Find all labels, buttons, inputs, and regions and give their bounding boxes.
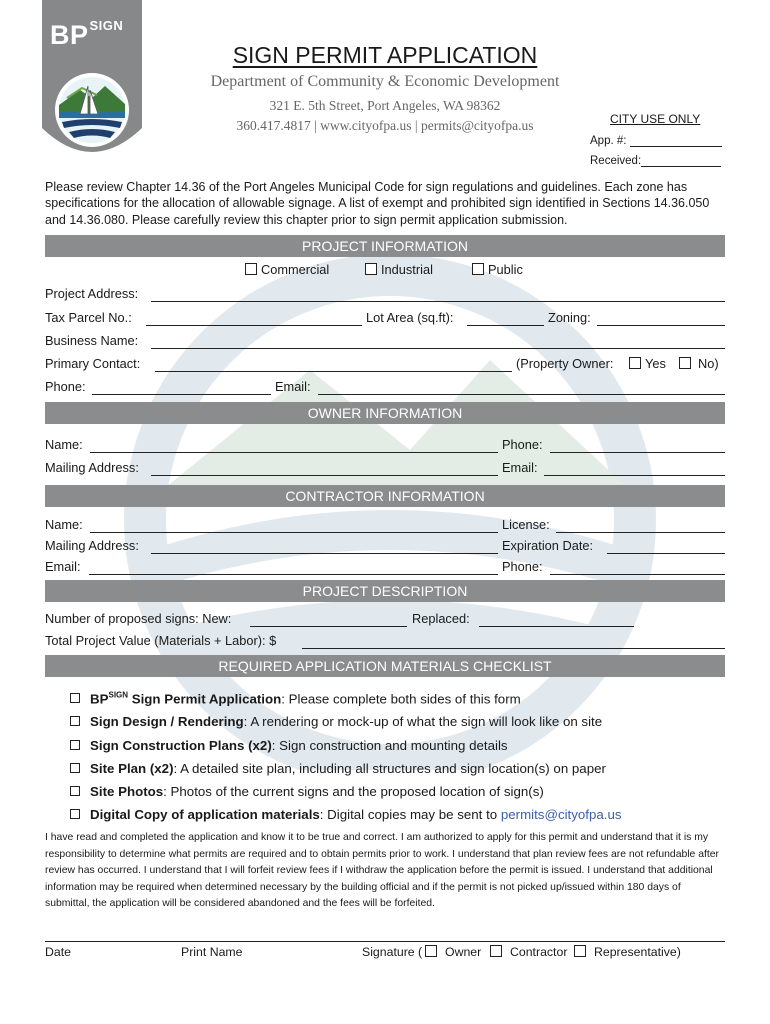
owner-phone-label: Phone: xyxy=(502,437,543,452)
date-label: Date xyxy=(45,945,71,959)
project-value-field[interactable] xyxy=(302,633,725,649)
project-phone-label: Phone: xyxy=(45,379,86,394)
contractor-license-label: License: xyxy=(502,517,550,532)
city-use-title: CITY USE ONLY xyxy=(610,112,701,126)
owner-name-field[interactable] xyxy=(90,437,498,453)
project-address-label: Project Address: xyxy=(45,286,139,301)
property-owner-question: (Property Owner: xyxy=(516,356,614,371)
checkbox[interactable] xyxy=(70,809,80,819)
signs-replaced-label: Replaced: xyxy=(412,611,470,626)
lot-area-label: Lot Area (sq.ft): xyxy=(366,310,454,325)
legal-statement: I have read and completed the application and know it to be true and correct. I am authorized to apply for this permit and understand that it is my responsibility to determine what permits are required and to obtain permits prior to work. I understand that plan review fees are not refundable after review has occurred. I understand that I will forfeit review fees if I withdraw the application before the permit is issued. I understand that additional information may be required when determined necessary by the building official and if the permit is not picked up/issued within 180 days of submittal, the application will be considered abandoned and the fees will be forfeited. xyxy=(45,832,720,909)
department-contact: 360.417.4817 | www.cityofpa.us | permits@cityofpa.us xyxy=(236,118,534,133)
owner-mailing-field[interactable] xyxy=(151,460,498,476)
public-checkbox[interactable]: Public xyxy=(472,262,523,277)
owner-email-field[interactable] xyxy=(544,460,725,476)
contractor-info-heading: CONTRACTOR INFORMATION xyxy=(45,485,725,507)
contractor-name-field[interactable] xyxy=(90,517,498,533)
project-email-label: Email: xyxy=(275,379,311,394)
contractor-phone-label: Phone: xyxy=(502,559,543,574)
zoning-label: Zoning: xyxy=(548,310,591,325)
project-description-heading: PROJECT DESCRIPTION xyxy=(45,580,725,602)
logo-text: $BP^{SIGN}$ xyxy=(50,18,124,50)
print-name-label: Print Name xyxy=(181,945,243,959)
lot-area-field[interactable] xyxy=(467,310,544,326)
contractor-expiration-label: Expiration Date: xyxy=(502,538,594,553)
signer-owner-checkbox[interactable]: Owner xyxy=(425,945,481,959)
page-title: SIGN PERMIT APPLICATION xyxy=(232,42,538,68)
industrial-checkbox[interactable]: Industrial xyxy=(365,262,433,277)
app-number-field[interactable]: App. #: xyxy=(590,134,722,147)
checkbox[interactable] xyxy=(70,786,80,796)
zoning-field[interactable] xyxy=(597,310,725,326)
contractor-expiration-field[interactable] xyxy=(607,538,725,554)
intro-text: Please review Chapter 14.36 of the Port Angeles Municipal Code for sign regulations and guidelines. Each zone has specifications for the allocation of allowable signage. A list of exempt and prohibited sign identified in Sections 14.36.050 and 14.36.080. Please carefully review this chapter prior to sign permit application submission. xyxy=(45,180,710,227)
owner-no-checkbox[interactable]: No) xyxy=(679,356,719,371)
project-address-field[interactable] xyxy=(151,286,725,302)
department-address: 321 E. 5th Street, Port Angeles, WA 98362 xyxy=(269,98,501,113)
project-type-row xyxy=(45,262,725,280)
signature-line[interactable] xyxy=(45,941,725,942)
primary-contact-label: Primary Contact: xyxy=(45,356,141,371)
contractor-mailing-field[interactable] xyxy=(151,538,498,554)
contractor-name-label: Name: xyxy=(45,517,83,532)
received-field[interactable]: Received: xyxy=(590,154,721,167)
business-name-field[interactable] xyxy=(151,333,725,349)
checkbox[interactable] xyxy=(70,763,80,773)
commercial-checkbox[interactable]: Commercial xyxy=(245,262,329,277)
tax-parcel-label: Tax Parcel No.: xyxy=(45,310,132,325)
checkbox[interactable] xyxy=(70,740,80,750)
contractor-license-field[interactable] xyxy=(556,517,725,533)
signs-replaced-field[interactable] xyxy=(479,611,634,627)
owner-email-label: Email: xyxy=(502,460,538,475)
owner-phone-field[interactable] xyxy=(550,437,725,453)
permits-email-link[interactable]: permits@cityofpa.us xyxy=(500,807,622,822)
contractor-email-field[interactable] xyxy=(89,559,498,575)
owner-info-heading: OWNER INFORMATION xyxy=(45,402,725,424)
signer-contractor-checkbox[interactable]: Contractor xyxy=(490,945,567,959)
checklist-heading: REQUIRED APPLICATION MATERIALS CHECKLIST xyxy=(45,655,725,677)
signs-new-label: Number of proposed signs: New: xyxy=(45,611,232,626)
checkbox[interactable] xyxy=(70,716,80,726)
primary-contact-field[interactable] xyxy=(155,356,512,372)
contractor-mailing-label: Mailing Address: xyxy=(45,538,139,553)
owner-yes-checkbox[interactable]: Yes xyxy=(629,356,666,371)
signature-label: Signature ( xyxy=(362,945,423,959)
owner-mailing-label: Mailing Address: xyxy=(45,460,139,475)
owner-name-label: Name: xyxy=(45,437,83,452)
contractor-email-label: Email: xyxy=(45,559,81,574)
project-email-field[interactable] xyxy=(318,379,725,395)
signer-representative-checkbox[interactable]: Representative) xyxy=(574,945,681,959)
project-info-heading: PROJECT INFORMATION xyxy=(45,235,725,257)
business-name-label: Business Name: xyxy=(45,333,139,348)
checkbox[interactable] xyxy=(70,693,80,703)
tax-parcel-field[interactable] xyxy=(146,310,362,326)
project-value-label: Total Project Value (Materials + Labor): $ xyxy=(45,633,277,648)
signs-new-field[interactable] xyxy=(250,611,407,627)
department-name: Department of Community & Economic Development xyxy=(210,73,560,90)
project-phone-field[interactable] xyxy=(92,379,271,395)
contractor-phone-field[interactable] xyxy=(550,559,725,575)
